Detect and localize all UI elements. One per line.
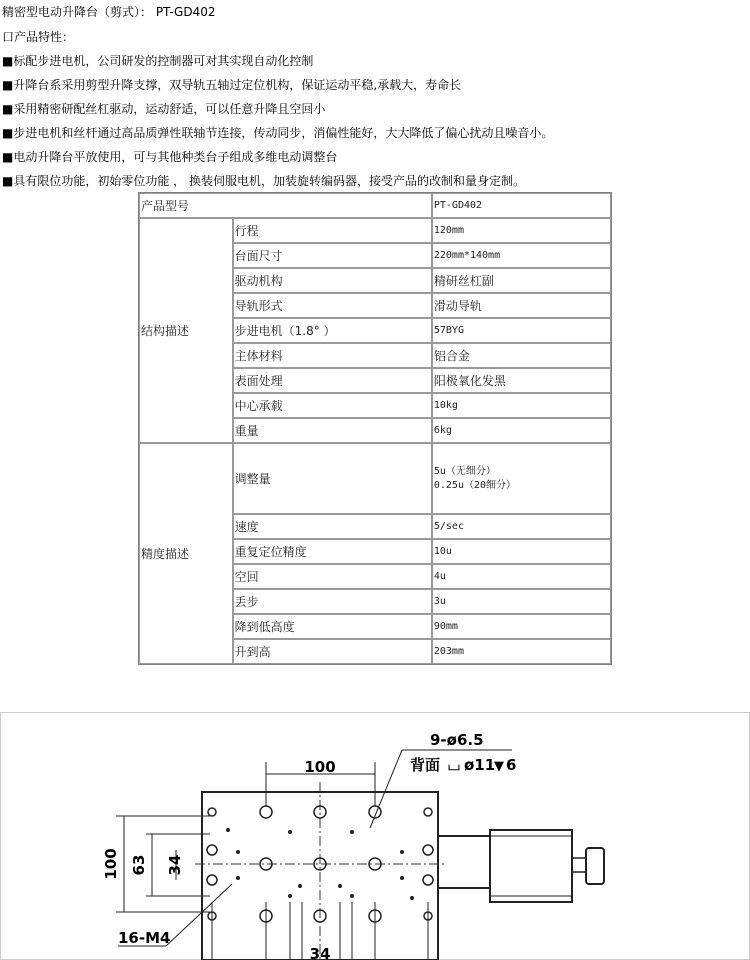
- spec-value: 220mm*140mm: [432, 243, 611, 268]
- spec-value: 90mm: [432, 614, 611, 639]
- table-row: [139, 193, 611, 218]
- spec-label: 丢步: [233, 589, 432, 614]
- spec-value: 5/sec: [432, 514, 611, 539]
- group-label-precision: 精度描述: [139, 443, 233, 664]
- spec-label: 导轨形式: [233, 293, 432, 318]
- spec-value: [432, 443, 611, 514]
- coupling-housing: [438, 836, 490, 888]
- spec-value: 4u: [432, 564, 611, 589]
- screw-spec-label: 16-M4: [118, 929, 171, 947]
- motor-shaft: [572, 858, 586, 872]
- spec-value: 120mm: [432, 218, 611, 243]
- table-row: [139, 443, 611, 514]
- spec-value: 57BYG: [432, 318, 611, 343]
- spec-label: 行程: [233, 218, 432, 243]
- spec-table: [138, 192, 612, 665]
- spec-value-line: 5u（无细分）: [433, 465, 496, 477]
- spec-label: 步进电机（1.8° ）: [233, 318, 432, 343]
- feature-item: ■采用精密研配丝杠驱动，运动舒适，可以任意升降且空回小: [2, 102, 326, 116]
- spec-value: 10kg: [432, 393, 611, 418]
- feature-item: ■标配步进电机，公司研发的控制器可对其实现自动化控制: [2, 54, 314, 68]
- feature-item: ■具有限位功能，初始零位功能 ， 换装伺服电机，加装旋转编码器，接受产品的改制和量身定制。: [2, 174, 525, 188]
- dim-left-inner-label: 34: [166, 854, 184, 876]
- stepper-motor: [490, 830, 572, 902]
- dim-left-outer-label: 100: [102, 848, 120, 880]
- table-row: [139, 218, 611, 243]
- spec-label: 驱动机构: [233, 268, 432, 293]
- spec-label: 升到高: [233, 639, 432, 664]
- dim-bottom-label: 34: [309, 945, 331, 960]
- counterbore-symbol-icon: ⌴: [448, 756, 461, 774]
- spec-value: 3u: [432, 589, 611, 614]
- spec-label: 调整量: [233, 443, 432, 514]
- spec-value: 阳极氧化发黑: [432, 368, 611, 393]
- depth-symbol-icon: ▼: [494, 759, 504, 774]
- model-value: PT-GD402: [432, 193, 611, 218]
- group-label-structure: 结构描述: [139, 218, 233, 443]
- section-heading: 口产品特性：: [2, 30, 75, 44]
- model-label: 产品型号: [139, 193, 432, 218]
- spec-label: 重量: [233, 418, 432, 443]
- spec-label: 主体材料: [233, 343, 432, 368]
- spec-value: 10u: [432, 539, 611, 564]
- back-spec-label: 背面: [410, 756, 441, 774]
- spec-label: 重复定位精度: [233, 539, 432, 564]
- feature-item: ■升降台系采用剪型升降支撑，双导轨五轴过定位机构，保证运动平稳,承载大，寿命长: [2, 78, 462, 92]
- feature-item: ■步进电机和丝杆通过高品质弹性联轴节连接，传动同步，消偏性能好，大大降低了偏心扰动且噪音小。: [2, 126, 554, 140]
- spec-value-line: 0.25u（20细分）: [433, 479, 517, 491]
- depth-label: 6: [506, 756, 517, 774]
- spec-label: 空回: [233, 564, 432, 589]
- dim-left-mid-label: 63: [130, 854, 148, 876]
- spec-label: 表面处理: [233, 368, 432, 393]
- spec-value: 精研丝杠副: [432, 268, 611, 293]
- feature-item: ■电动升降台平放使用，可与其他种类台子组成多维电动调整台: [2, 150, 338, 164]
- dim-top-label: 100: [304, 758, 336, 776]
- spec-value: 203mm: [432, 639, 611, 664]
- spec-label: 速度: [233, 514, 432, 539]
- hole-spec-label: 9-ø6.5: [430, 731, 484, 749]
- spec-value: 6kg: [432, 418, 611, 443]
- spec-value: 铝合金: [432, 343, 611, 368]
- hand-knob: [586, 848, 604, 884]
- counterbore-label: ø11: [464, 756, 496, 774]
- spec-label: 降到低高度: [233, 614, 432, 639]
- spec-value: 滑动导轨: [432, 293, 611, 318]
- technical-drawing: [0, 712, 750, 960]
- spec-label: 台面尺寸: [233, 243, 432, 268]
- leader-line: [166, 884, 232, 946]
- spec-label: 中心承载: [233, 393, 432, 418]
- page-title: 精密型电动升降台（剪式）： PT-GD402: [2, 5, 216, 19]
